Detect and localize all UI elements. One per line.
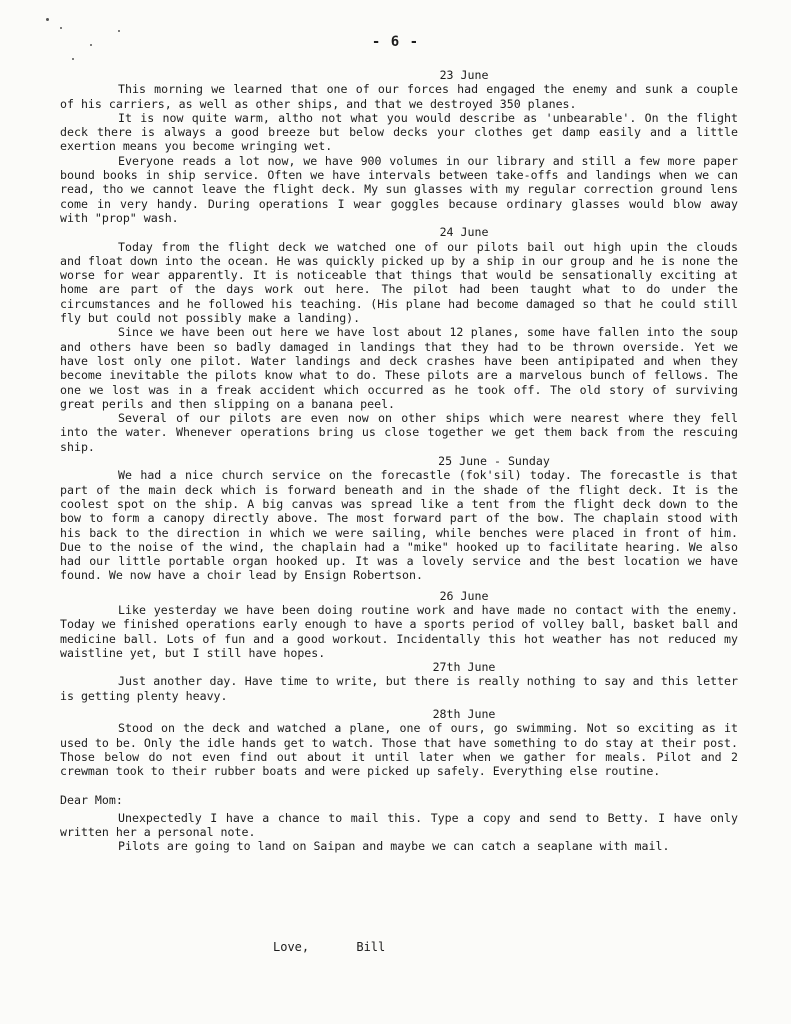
entry-date: 23 June	[439, 68, 489, 82]
entry-date: 25 June - Sunday	[438, 454, 550, 469]
entry-date: 26 June	[439, 588, 489, 603]
diary-entry	[60, 68, 738, 225]
entry-date: 27th June	[432, 660, 496, 675]
closing: Love,	[273, 940, 310, 954]
entry-paragraph: This morning we learned that one of our forces had engaged the enemy and sunk a couple of his carriers, as well as other ships, and that we destroyed 350 planes.	[60, 82, 738, 111]
diary-entry	[60, 589, 738, 660]
signature-name: Bill	[356, 940, 386, 954]
entry-date: 28th June	[432, 707, 496, 722]
entry-paragraph: Stood on the deck and watched a plane, one of ours, go swimming. Not so exciting as it used to be. Only the idle hands get to watch. Those that have something to do stay at their post. Those below do not even find out about it until later when we gather for meals. Pilot and 2 crewman took to their rubber boats and were picked up safely. Everything else routine.	[60, 721, 738, 779]
entry-paragraph: Like yesterday we have been doing routine work and have made no contact with the enemy. Today we finished operations early enough to have a sports period of volley ball, basket ball and medicine ball. Lots of fun and a good workout. Incidentally this hot weather has not reduced my waistline yet, but I still have hopes.	[60, 602, 738, 660]
page-number: - 6 -	[371, 34, 420, 50]
scan-speck	[90, 44, 92, 46]
entry-paragraph: Today from the flight deck we watched one of our pilots bail out high upin the clouds and float down into the ocean. He was quickly picked up by a ship in our group and he is none the worse for wear apparently. It is noticeable that things that would be sensationally exciting at home are part of the days work out here. The pilot had been taught what to do under the circumstances and he followed his teaching. (His plane had become damaged so that he could still fly but could not possibly make a landing).	[60, 239, 738, 326]
closing-paragraph: Unexpectedly I have a chance to mail this. Type a copy and send to Betty. I have only written her a personal note.	[60, 810, 738, 840]
diary-entry	[60, 707, 738, 778]
entry-paragraph: Several of our pilots are even now on other ships which were nearest where they fell into the water. Whenever operations bring us close together we get them back from the rescuing ship.	[60, 411, 738, 454]
diary-entry	[60, 225, 738, 454]
signature-block	[273, 940, 385, 954]
scan-speck	[118, 30, 120, 32]
letter-body	[60, 68, 738, 854]
diary-entry	[60, 454, 738, 583]
entry-paragraph: We had a nice church service on the forecastle (fok'sil) today. The forecastle is that part of the main deck which is forward beneath and in the shade of the flight deck. It is the coolest spot on the ship. A big canvas was spread like a tent from the flight deck down to the bow to form a canopy directly above. The most forward part of the bow. The chaplain stood with his back to the direction in which we were sailing, while benches were placed in front of him. Due to the noise of the wind, the chaplain had a "mike" hooked up to facilitate hearing. We also had our little portable organ hooked up. It was a lovely service and the best location we have found. We now have a choir lead by Ensign Robertson.	[60, 468, 738, 583]
scan-speck	[72, 58, 74, 60]
closing-paragraph: Pilots are going to land on Saipan and maybe we can catch a seaplane with mail.	[118, 839, 670, 854]
entry-paragraph: Since we have been out here we have lost about 12 planes, some have fallen into the soup and others have been so badly damaged in landings that they had to be thrown overside. Yet we have lost only one pilot. Water landings and deck crashes have been antipipated and when they become inevitable the pilots know what to do. These pilots are a marvelous bunch of fellows. The one we lost was in a freak accident which occurred as he took off. The old story of surviving great perils and then slipping on a banana peel.	[60, 325, 738, 411]
entry-paragraph: Everyone reads a lot now, we have 900 volumes in our library and still a few more paper bound books in ship service. Often we have intervals between take-offs and landings when we can read, tho we cannot leave the flight deck. My sun glasses with my regular correction ground lens come in very handy. During operations I wear goggles because ordinary glasses would blow away with "prop" wash.	[60, 153, 738, 225]
diary-entry	[60, 660, 738, 703]
entry-date: 24 June	[439, 225, 489, 240]
entry-paragraph: Just another day. Have time to write, but there is really nothing to say and this letter is getting plenty heavy.	[60, 674, 738, 703]
scan-speck	[46, 18, 49, 21]
entry-paragraph: It is now quite warm, altho not what you would describe as 'unbearable'. On the flight deck there is always a good breeze but below decks your clothes get damp easily and a little exertion means you become wringing wet.	[60, 110, 738, 154]
salutation: Dear Mom:	[60, 792, 123, 807]
scan-speck	[60, 27, 62, 29]
